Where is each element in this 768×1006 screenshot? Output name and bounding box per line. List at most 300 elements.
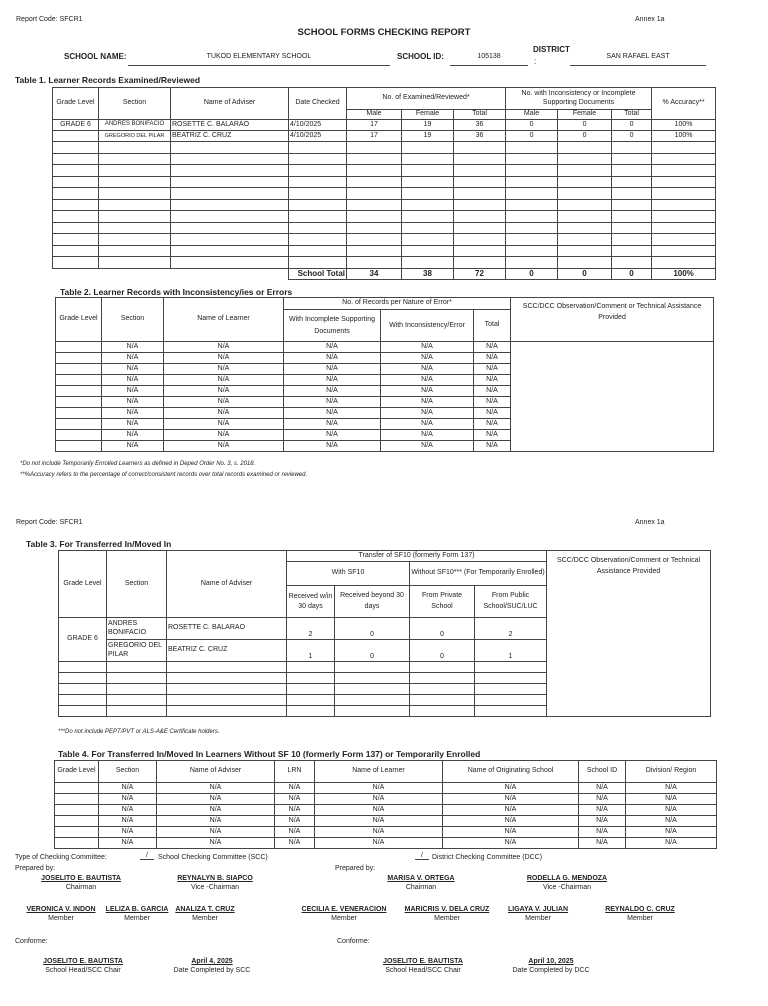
table-row	[56, 441, 714, 452]
table-cell	[547, 673, 711, 684]
table-cell	[511, 353, 714, 364]
school-head-dcc	[368, 958, 478, 976]
table-cell	[56, 441, 102, 452]
t3-header-with-sf10: With SF10	[287, 562, 410, 586]
signatory-role: Member	[192, 914, 218, 922]
signatory-role: Member	[124, 914, 150, 922]
t1-cell: 4/10/2025	[289, 131, 347, 142]
table-cell	[612, 176, 652, 188]
t1-header-total: Total	[612, 110, 652, 120]
table-cell	[402, 211, 454, 223]
table-cell	[402, 142, 454, 154]
table1	[52, 87, 716, 280]
table-cell: N/A	[381, 386, 474, 397]
t3-header-transfer: Transfer of SF10 (formerly Form 137)	[287, 551, 547, 562]
table-cell	[53, 234, 99, 246]
table-cell: N/A	[102, 353, 164, 364]
table-cell: N/A	[275, 783, 315, 794]
table-cell: N/A	[284, 397, 381, 408]
table-cell	[171, 165, 289, 177]
table-cell	[99, 245, 171, 257]
table-cell: N/A	[579, 805, 626, 816]
member-signatory	[16, 906, 106, 924]
t1-cell: BEATRIZ C. CRUZ	[171, 131, 289, 142]
table2-note-2: **%Accuracy refers to the percentage of correct/consistent records over total records examined or reviewed.	[20, 472, 308, 478]
table-cell: N/A	[102, 430, 164, 441]
table-cell	[53, 211, 99, 223]
table-cell	[56, 397, 102, 408]
table-cell: N/A	[275, 805, 315, 816]
table-cell	[410, 684, 475, 695]
member-signatory	[172, 906, 238, 924]
t1-header-accuracy: % Accuracy**	[652, 88, 716, 120]
t1-cell: ANDRES BONIFACIO	[99, 120, 171, 131]
t1-header-adviser: Name of Adviser	[171, 88, 289, 120]
prepared-by-label-2: Prepared by:	[335, 865, 376, 872]
table-cell	[511, 408, 714, 419]
dcc-chairman	[366, 875, 476, 893]
signatory-name: JOSELITO E. BAUTISTA	[383, 958, 463, 965]
table-cell: N/A	[157, 838, 275, 849]
table-cell	[53, 257, 99, 269]
table-cell	[56, 342, 102, 353]
t3-cell: BEATRIZ C. CRUZ	[167, 640, 287, 662]
table-row	[59, 640, 711, 662]
table-cell	[475, 695, 547, 706]
table-row	[59, 673, 711, 684]
t1-header-examined: No. of Examined/Reviewed*	[347, 88, 506, 110]
table-cell	[410, 673, 475, 684]
t3-header-section: Section	[107, 551, 167, 618]
t1-total-cell: 0	[506, 268, 558, 279]
table-cell: N/A	[474, 386, 511, 397]
table-cell	[335, 662, 410, 673]
table-cell: N/A	[275, 816, 315, 827]
table-cell: N/A	[102, 419, 164, 430]
table-cell	[347, 234, 402, 246]
table-cell	[454, 153, 506, 165]
table-cell	[99, 199, 171, 211]
school-id-label: SCHOOL ID:	[397, 52, 444, 61]
table-cell	[347, 211, 402, 223]
t1-cell	[53, 131, 99, 142]
scc-vice-chairman	[160, 875, 270, 893]
t4-header-origin: Name of Originating School	[443, 761, 579, 783]
t4-header-lrn: LRN	[275, 761, 315, 783]
t3-header-observation: SCC/DCC Observation/Comment or Technical Assistance Provided	[547, 551, 711, 640]
annex-label-2: Annex 1a	[635, 519, 665, 526]
table-cell	[506, 245, 558, 257]
dcc-label: District Checking Committee (DCC)	[432, 854, 543, 861]
table-row	[55, 816, 717, 827]
table-cell	[454, 176, 506, 188]
signatory-role: Vice -Chairman	[190, 883, 240, 891]
table-cell	[289, 199, 347, 211]
annex-label: Annex 1a	[635, 16, 665, 23]
table-cell	[454, 211, 506, 223]
table-cell	[558, 199, 612, 211]
table-row	[53, 257, 716, 269]
table-cell	[506, 234, 558, 246]
table-cell	[56, 353, 102, 364]
table-cell	[454, 188, 506, 200]
member-signatory	[102, 906, 172, 924]
table-row	[53, 120, 716, 131]
table-cell: N/A	[164, 408, 284, 419]
table-cell	[99, 257, 171, 269]
table-cell	[558, 211, 612, 223]
table-cell: N/A	[102, 386, 164, 397]
t1-header-grade: Grade Level	[53, 88, 99, 120]
completion-date: April 10, 2025	[528, 958, 574, 965]
table-cell	[56, 364, 102, 375]
table-cell	[335, 695, 410, 706]
table2	[55, 297, 714, 452]
table-cell	[99, 188, 171, 200]
table-cell: N/A	[284, 386, 381, 397]
table-cell	[402, 199, 454, 211]
table-cell	[511, 419, 714, 430]
table-row	[55, 827, 717, 838]
date-completed-scc	[157, 958, 267, 976]
table-cell: N/A	[284, 364, 381, 375]
table-row	[55, 794, 717, 805]
table-cell: N/A	[474, 430, 511, 441]
table-cell: N/A	[381, 441, 474, 452]
school-head-scc	[28, 958, 138, 976]
table-cell: N/A	[157, 827, 275, 838]
table-cell	[55, 805, 99, 816]
report-code: Report Code: SFCR1	[16, 16, 83, 23]
table-cell: N/A	[626, 816, 717, 827]
table-cell: N/A	[381, 408, 474, 419]
completion-date: April 4, 2025	[191, 958, 233, 965]
t1-total-cell: 38	[402, 268, 454, 279]
table-cell: N/A	[315, 827, 443, 838]
t1-header-total: Total	[454, 110, 506, 120]
table-cell	[347, 199, 402, 211]
table-cell	[335, 706, 410, 717]
t4-header-section: Section	[99, 761, 157, 783]
table-cell: N/A	[474, 375, 511, 386]
table-cell	[402, 257, 454, 269]
table-cell	[59, 662, 107, 673]
table-cell: N/A	[626, 783, 717, 794]
t1-cell: 0	[612, 120, 652, 131]
t1-total-label: School Total	[289, 268, 347, 279]
signatory-name: RODELLA G. MENDOZA	[526, 875, 608, 882]
t3-grade: GRADE 6	[59, 618, 107, 662]
table-cell: N/A	[157, 805, 275, 816]
member-signatory	[296, 906, 392, 924]
table-cell: N/A	[275, 827, 315, 838]
table-cell: N/A	[474, 353, 511, 364]
table-row	[59, 662, 711, 673]
table-cell	[511, 441, 714, 452]
table-row	[55, 838, 717, 849]
t1-cell: 36	[454, 131, 506, 142]
t2-header-grade: Grade Level	[56, 298, 102, 342]
district-colon: :	[534, 57, 537, 66]
committee-type-label: Type of Checking Committee:	[15, 854, 107, 861]
signatory-name: JOSELITO E. BAUTISTA	[41, 875, 121, 882]
table-cell: N/A	[315, 816, 443, 827]
table-cell: N/A	[99, 805, 157, 816]
table-cell: N/A	[164, 419, 284, 430]
table-cell: N/A	[164, 430, 284, 441]
table-cell: N/A	[164, 353, 284, 364]
table-cell	[107, 684, 167, 695]
table-cell	[99, 222, 171, 234]
t3-cell: 0	[410, 618, 475, 640]
table-cell	[167, 673, 287, 684]
table-cell	[402, 245, 454, 257]
table-row	[56, 430, 714, 441]
signatory-name: REYNALYN B. SIAPCO	[177, 875, 253, 882]
table-cell	[402, 222, 454, 234]
table-cell	[56, 408, 102, 419]
table-row	[53, 165, 716, 177]
table-cell	[652, 222, 716, 234]
t3-cell: GREGORIO DEL PILAR	[107, 640, 167, 662]
table-cell: N/A	[381, 419, 474, 430]
table-cell	[55, 794, 99, 805]
table-cell	[53, 153, 99, 165]
signatory-name: REYNALDO C. CRUZ	[605, 906, 675, 913]
prepared-by-label: Prepared by:	[15, 865, 56, 872]
table-cell: N/A	[99, 827, 157, 838]
table-cell	[558, 257, 612, 269]
table3-note: ***Do not include PEPT/PVT or ALS-A&E Certificate holders.	[58, 729, 220, 735]
t3-cell: 0	[335, 640, 410, 662]
table-cell	[56, 419, 102, 430]
table-cell: N/A	[443, 816, 579, 827]
table-cell: N/A	[626, 838, 717, 849]
conforme-label: Conforme:	[15, 938, 48, 945]
signatory-role: Date Completed by DCC	[512, 966, 590, 974]
table-cell	[612, 222, 652, 234]
t2-header-nature: No. of Records per Nature of Error*	[284, 298, 511, 310]
table-cell	[56, 386, 102, 397]
table-cell	[652, 142, 716, 154]
t3-cell: 1	[475, 640, 547, 662]
table-cell: N/A	[315, 783, 443, 794]
t4-header-school-id: School ID	[579, 761, 626, 783]
table-cell	[410, 695, 475, 706]
table-cell	[506, 211, 558, 223]
t3-header-private: From Private School	[410, 586, 475, 618]
table-cell: N/A	[443, 794, 579, 805]
signatory-name: VERONICA V. INDON	[26, 906, 96, 913]
table-cell	[53, 245, 99, 257]
table-row	[56, 353, 714, 364]
table-cell: N/A	[284, 353, 381, 364]
table-cell	[558, 222, 612, 234]
t4-header-adviser: Name of Adviser	[157, 761, 275, 783]
table-row	[53, 234, 716, 246]
table-cell	[289, 142, 347, 154]
table-cell	[107, 706, 167, 717]
t1-header-inconsistency: No. with Inconsistency or Incomplete Supporting Documents	[506, 88, 652, 110]
table2-title: Table 2. Learner Records with Inconsistency/ies or Errors	[60, 287, 293, 297]
table-cell	[506, 176, 558, 188]
signatory-role: Member	[627, 914, 653, 922]
table-cell	[55, 816, 99, 827]
table-cell	[454, 142, 506, 154]
table-cell	[402, 188, 454, 200]
scc-checkbox[interactable]: /	[140, 852, 154, 860]
t3-cell: 0	[410, 640, 475, 662]
table-cell	[547, 662, 711, 673]
table-cell	[547, 684, 711, 695]
report-code-2: Report Code: SFCR1	[16, 519, 83, 526]
t3-header-received-30: Received w/in 30 days	[287, 586, 335, 618]
table-cell	[402, 234, 454, 246]
table-cell	[454, 257, 506, 269]
table-cell	[410, 706, 475, 717]
table-cell: N/A	[99, 794, 157, 805]
table-cell	[59, 706, 107, 717]
table-cell	[107, 662, 167, 673]
t4-header-learner: Name of Learner	[315, 761, 443, 783]
signatory-name: LELIZA B. GARCIA	[105, 906, 169, 913]
t3-header-received-beyond: Received beyond 30 days	[335, 586, 410, 618]
table4-title: Table 4. For Transferred In/Moved In Learners Without SF 10 (formerly Form 137) or Temporarily Enrolled	[58, 749, 481, 759]
table-cell	[171, 245, 289, 257]
table-cell: N/A	[99, 816, 157, 827]
table-cell: N/A	[102, 441, 164, 452]
table-cell	[547, 706, 711, 717]
table-cell	[171, 188, 289, 200]
t3-header-adviser: Name of Adviser	[167, 551, 287, 618]
t1-cell: 36	[454, 120, 506, 131]
t1-total-row	[53, 268, 716, 279]
table-cell: N/A	[102, 364, 164, 375]
table-cell	[171, 142, 289, 154]
t3-header-public: From Public School/SUC/LUC	[475, 586, 547, 618]
t1-cell: GREGORIO DEL PILAR	[99, 131, 171, 142]
table-cell	[53, 199, 99, 211]
date-completed-dcc	[496, 958, 606, 976]
table-cell	[289, 257, 347, 269]
table-cell	[99, 142, 171, 154]
table-cell	[652, 245, 716, 257]
table-row	[53, 222, 716, 234]
table-cell: N/A	[443, 827, 579, 838]
table-cell	[167, 706, 287, 717]
table-row	[53, 245, 716, 257]
t1-header-date: Date Checked	[289, 88, 347, 120]
table-cell	[511, 375, 714, 386]
table-cell	[511, 430, 714, 441]
table-cell	[167, 695, 287, 706]
table-cell: N/A	[474, 441, 511, 452]
table-cell	[287, 673, 335, 684]
table-row	[59, 695, 711, 706]
table-cell	[347, 245, 402, 257]
table-cell	[506, 165, 558, 177]
table-cell	[289, 153, 347, 165]
table-cell: N/A	[102, 408, 164, 419]
table-cell	[652, 257, 716, 269]
signatory-role: Date Completed by SCC	[173, 966, 251, 974]
signatory-role: Member	[331, 914, 357, 922]
table-cell	[402, 153, 454, 165]
t1-total-cell: 72	[454, 268, 506, 279]
table-cell	[289, 176, 347, 188]
table-cell	[475, 662, 547, 673]
table-cell: N/A	[474, 342, 511, 353]
table-cell: N/A	[284, 430, 381, 441]
table-cell	[289, 222, 347, 234]
table-cell	[289, 245, 347, 257]
table-cell: N/A	[474, 419, 511, 430]
table-cell: N/A	[102, 397, 164, 408]
table-cell	[56, 375, 102, 386]
table-cell	[347, 142, 402, 154]
member-signatory	[400, 906, 494, 924]
t1-total-cell: 100%	[652, 268, 716, 279]
table-cell: N/A	[626, 794, 717, 805]
t1-cell: ROSETTE C. BALARAO	[171, 120, 289, 131]
t1-cell: 0	[506, 131, 558, 142]
table-cell	[558, 142, 612, 154]
t4-header-division: Division/ Region	[626, 761, 717, 783]
table-cell	[454, 222, 506, 234]
table-cell: N/A	[157, 783, 275, 794]
table-cell	[59, 684, 107, 695]
school-id-value: 105138	[450, 51, 528, 66]
table-cell	[652, 153, 716, 165]
table-cell	[99, 211, 171, 223]
table-cell: N/A	[626, 827, 717, 838]
t2-header-section: Section	[102, 298, 164, 342]
t1-cell: 0	[612, 131, 652, 142]
signatory-role: Member	[48, 914, 74, 922]
table-cell	[612, 142, 652, 154]
table-cell: N/A	[157, 794, 275, 805]
t1-header-female: Female	[402, 110, 454, 120]
table-cell: N/A	[164, 342, 284, 353]
table-row	[56, 342, 714, 353]
table-cell	[652, 234, 716, 246]
table-cell	[454, 199, 506, 211]
table-cell	[612, 211, 652, 223]
table-cell	[55, 783, 99, 794]
table-cell	[335, 684, 410, 695]
signatory-role: Vice -Chairman	[542, 883, 592, 891]
conforme-label-2: Conforme:	[337, 938, 370, 945]
table3	[58, 550, 711, 717]
table4	[54, 760, 717, 849]
table-cell: N/A	[315, 838, 443, 849]
table-cell	[289, 165, 347, 177]
school-name-value: TUKOD ELEMENTARY SCHOOL	[128, 51, 390, 66]
table-cell	[171, 199, 289, 211]
table-cell	[402, 165, 454, 177]
table-cell	[167, 684, 287, 695]
dcc-checkbox[interactable]: /	[415, 852, 429, 860]
table-cell	[53, 142, 99, 154]
table-cell: N/A	[275, 838, 315, 849]
signatory-role: Chairman	[65, 883, 97, 891]
signatory-name: JOSELITO E. BAUTISTA	[43, 958, 123, 965]
table-cell	[558, 165, 612, 177]
table-cell	[99, 153, 171, 165]
t1-cell: GRADE 6	[53, 120, 99, 131]
t2-header-inconsistency: With Inconsistency/Error	[381, 310, 474, 342]
table-cell: N/A	[579, 816, 626, 827]
